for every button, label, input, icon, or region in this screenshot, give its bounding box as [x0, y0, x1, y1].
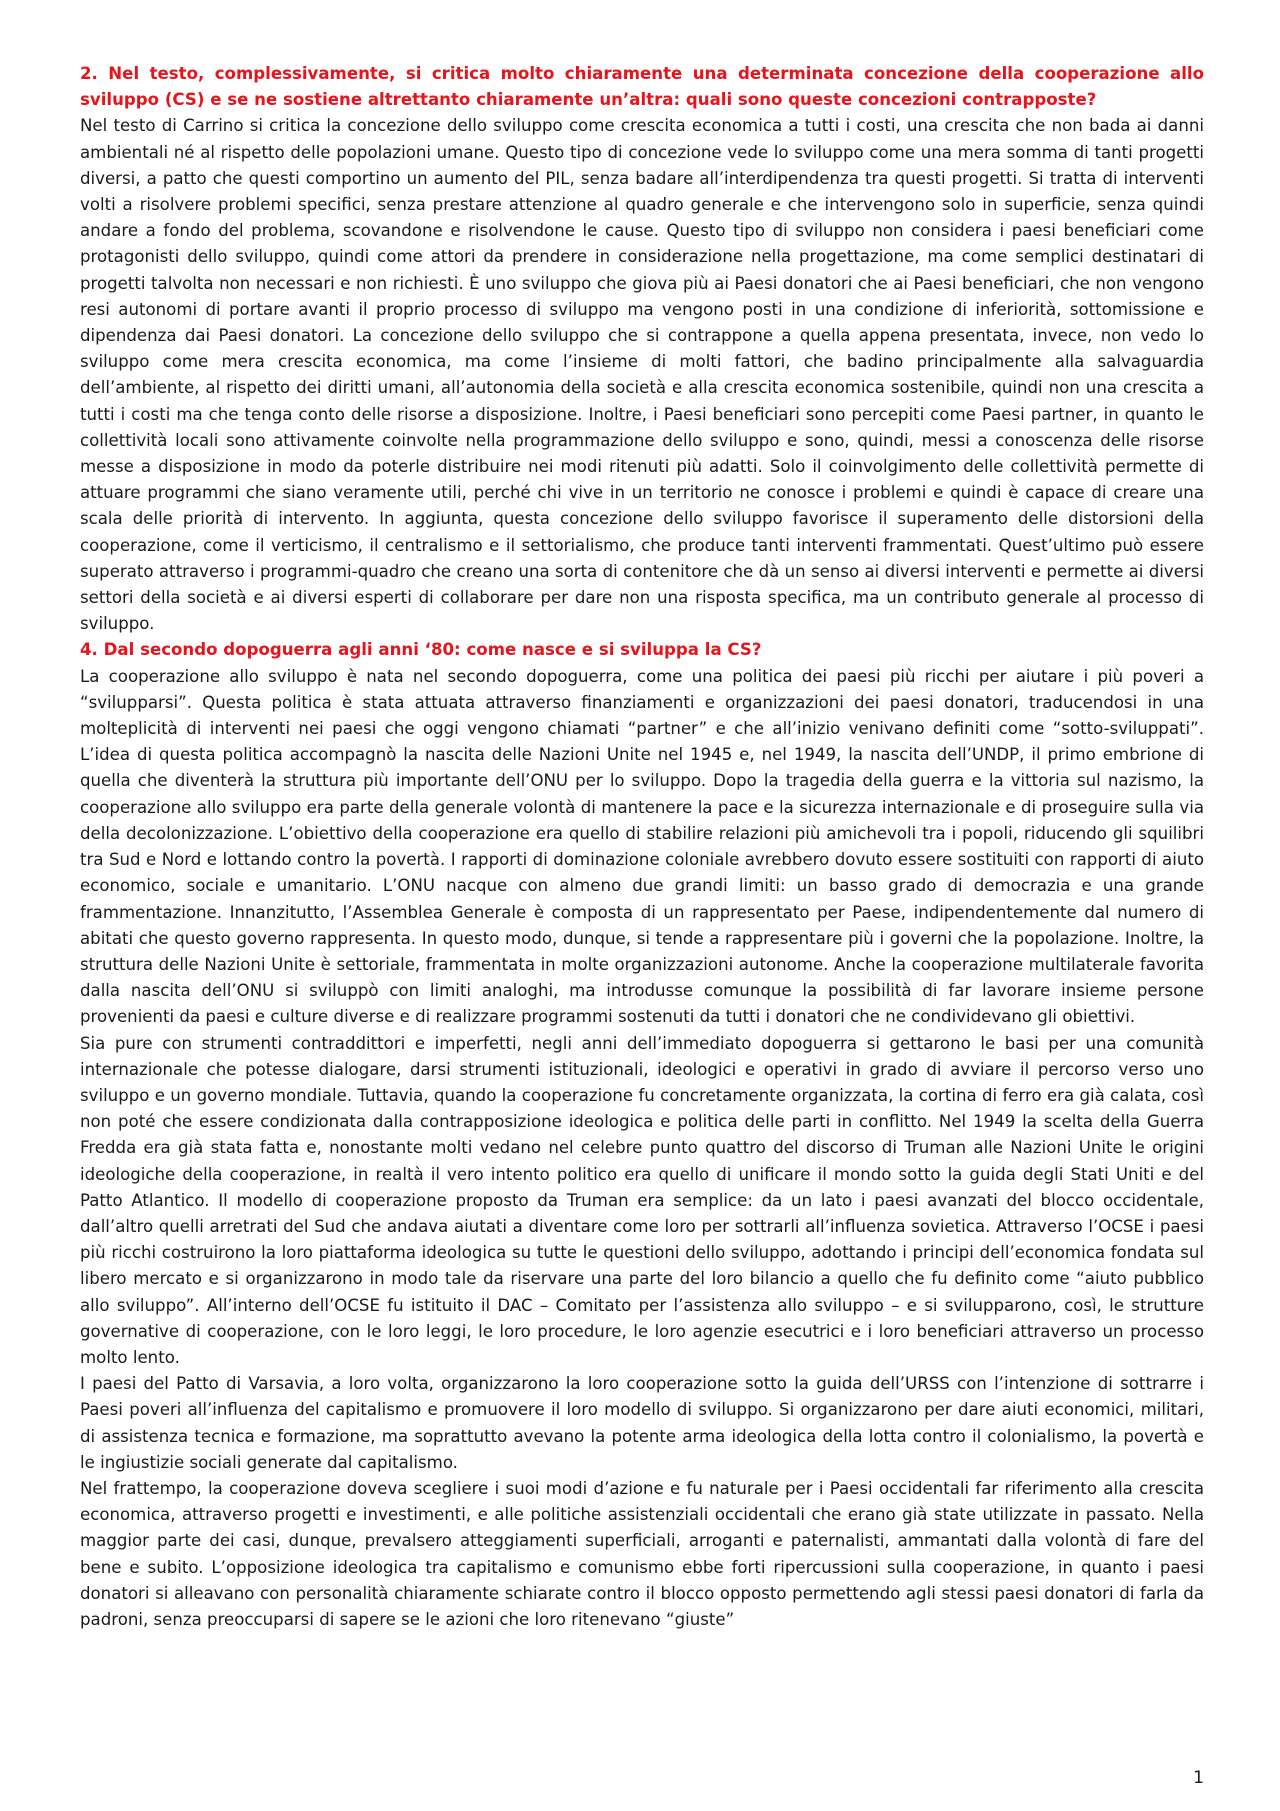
body-paragraph: Nel frattempo, la cooperazione doveva scegliere i suoi modi d’azione e fu naturale per i Paesi occidentali far riferimento alla crescita economica, attraverso progetti e investimenti, e alle politiche assistenziali occidentali che erano già state utilizzate in passato. Nella maggior parte dei casi, dunque, prevalsero atteggiamenti superficiali, arroganti e paternalisti, ammantati dalla volontà di fare del bene e subito. L’opposizione ideologica tra capitalismo e comunismo ebbe forti ripercussioni sulla cooperazione, in quanto i paesi donatori si alleavano con personalità chiaramente schiarate contro il blocco opposto permettendo agli stessi paesi donatori di farla da padroni, senza preoccuparsi di sapere se le azioni che loro ritenevano “giuste” [80, 1478, 1204, 1629]
body-paragraph: I paesi del Patto di Varsavia, a loro volta, organizzarono la loro cooperazione sotto la guida dell’URSS con l’intenzione di sottrarre i Paesi poveri all’influenza del capitalismo e promuovere il loro modello di sviluppo. Si organizzarono per dare aiuti economici, militari, di assistenza tecnica e formazione, ma soprattutto avevano la potente arma ideologica della lotta contro il colonialismo, la povertà e le ingiustizie sociali generate dal capitalismo. [80, 1374, 1204, 1472]
page-number: 1 [1193, 1768, 1204, 1788]
question-heading: 2. Nel testo, complessivamente, si critica molto chiaramente una determinata concezione della cooperazione allo sviluppo (CS) e se ne sostiene altrettanto chiaramente un’altra: quali sono queste concezioni contrapposte? [80, 64, 1204, 110]
body-paragraph: La cooperazione allo sviluppo è nata nel secondo dopoguerra, come una politica dei paesi più ricchi per aiutare i più poveri a “svilupparsi”. Questa politica è stata attuata attraverso finanziamenti e organizzazioni dei paesi donatori, traducendosi in una molteplicità di interventi nei paesi che oggi vengono chiamati “partner” e che all’inizio venivano definiti come “sotto-sviluppati”. L’idea di questa politica accompagnò la nascita delle Nazioni Unite nel 1945 e, nel 1949, la nascita dell’UNDP, il primo embrione di quella che diventerà la struttura più importante dell’ONU per lo sviluppo. Dopo la tragedia della guerra e la vittoria sul nazismo, la cooperazione allo sviluppo era parte della generale volontà di mantenere la pace e la sicurezza internazionale e di proseguire sulla via della decolonizzazione. L’obiettivo della cooperazione era quello di stabilire relazioni più amichevoli tra i popoli, riducendo gli squilibri tra Sud e Nord e lottando contro la povertà. I rapporti di dominazione coloniale avrebbero dovuto essere sostituiti con rapporti di aiuto economico, sociale e umanitario. L’ONU nacque con almeno due grandi limiti: un basso grado di democrazia e una grande frammentazione. Innanzitutto, l’Assemblea Generale è composta di un rappresentato per Paese, indipendentemente dal numero di abitati che questo governo rappresenta. In questo modo, dunque, si tende a rappresentare più i governi che la popolazione. Inoltre, la struttura delle Nazioni Unite è settoriale, frammentata in molte organizzazioni autonome. Anche la cooperazione multilaterale favorita dalla nascita dell’ONU si sviluppò con limiti analoghi, ma introdusse comunque la possibilità di far lavorare insieme persone provenienti da paesi e culture diverse e di realizzare programmi sostenuti da tutti i donatori che ne condividevano gli obiettivi. [80, 666, 1204, 1027]
question-heading: 4. Dal secondo dopoguerra agli anni ‘80: come nasce e si sviluppa la CS? [80, 640, 762, 660]
document-body [80, 61, 1204, 1633]
body-paragraph: Sia pure con strumenti contraddittori e imperfetti, negli anni dell’immediato dopoguerra si gettarono le basi per una comunità internazionale che potesse dialogare, darsi strumenti istituzionali, ideologici e operativi in grado di avviare il percorso verso uno sviluppo e un governo mondiale. Tuttavia, quando la cooperazione fu concretamente organizzata, la cortina di ferro era già calata, così non poté che essere condizionata dalla contrapposizione ideologica e politica delle parti in conflitto. Nel 1949 la scelta della Guerra Fredda era già stata fatta e, nonostante molti vedano nel celebre punto quattro del discorso di Truman alle Nazioni Unite le origini ideologiche della cooperazione, in realtà il vero intento politico era quello di unificare il mondo sotto la guida degli Stati Uniti e del Patto Atlantico. Il modello di cooperazione proposto da Truman era semplice: da un lato i paesi avanzati del blocco occidentale, dall’altro quelli arretrati del Sud che andava aiutati a diventare come loro per sottrarli all’influenza sovietica. Attraverso l’OCSE i paesi più ricchi costruirono la loro piattaforma ideologica su tutte le questioni dello sviluppo, adottando i principi dell’economica fondata sul libero mercato e si organizzarono in modo tale da riservare una parte del loro bilancio a quello che fu definito come “aiuto pubblico allo sviluppo”. All’interno dell’OCSE fu istituito il DAC – Comitato per l’assistenza allo sviluppo – e si svilupparono, così, le strutture governative di cooperazione, con le loro leggi, le loro procedure, le loro agenzie esecutrici e i loro beneficiari attraverso un processo molto lento. [80, 1033, 1204, 1367]
body-paragraph: Nel testo di Carrino si critica la concezione dello sviluppo come crescita economica a tutti i costi, una crescita che non bada ai danni ambientali né al rispetto delle popolazioni umane. Questo tipo di concezione vede lo sviluppo come una mera somma di tanti progetti diversi, a patto che questi comportino un aumento del PIL, senza badare all’interdipendenza tra questi progetti. Si tratta di interventi volti a risolvere problemi specifici, senza prestare attenzione al quadro generale e che intervengono solo in superficie, senza quindi andare a fondo del problema, scovandone e risolvendone le cause. Questo tipo di sviluppo non considera i paesi beneficiari come protagonisti dello sviluppo, quindi come attori da prendere in considerazione nella progettazione, ma come semplici destinatari di progetti talvolta non necessari e non richiesti. È uno sviluppo che giova più ai Paesi donatori che ai Paesi beneficiari, che non vengono resi autonomi di portare avanti il proprio processo di sviluppo ma vengono posti in una condizione di inferiorità, sottomissione e dipendenza dai Paesi donatori. La concezione dello sviluppo che si contrappone a quella appena presentata, invece, non vedo lo sviluppo come mera crescita economica, ma come l’insieme di molti fattori, che badino principalmente alla salvaguardia dell’ambiente, al rispetto dei diritti umani, all’autonomia della società e alla crescita economica sostenibile, quindi non una crescita a tutti i costi ma che tenga conto delle risorse a disposizione. Inoltre, i Paesi beneficiari sono percepiti come Paesi partner, in quanto le collettività locali sono attivamente coinvolte nella programmazione dello sviluppo e sono, quindi, messi a conoscenza delle risorse messe a disposizione in modo da poterle distribuire nei modi ritenuti più adatti. Solo il coinvolgimento delle collettività permette di attuare programmi che siano veramente utili, perché chi vive in un territorio ne conosce i problemi e quindi è capace di creare una scala delle priorità di intervento. In aggiunta, questa concezione dello sviluppo favorisce il superamento delle distorsioni della cooperazione, come il verticismo, il centralismo e il settorialismo, che produce tanti interventi frammentati. Quest’ultimo può essere superato attraverso i programmi-quadro che creano una sorta di contenitore che dà un senso ai diversi interventi e permette ai diversi settori della società e ai diversi esperti di collaborare per dare non una risposta specifica, ma un contributo generale al processo di sviluppo. [80, 116, 1204, 634]
